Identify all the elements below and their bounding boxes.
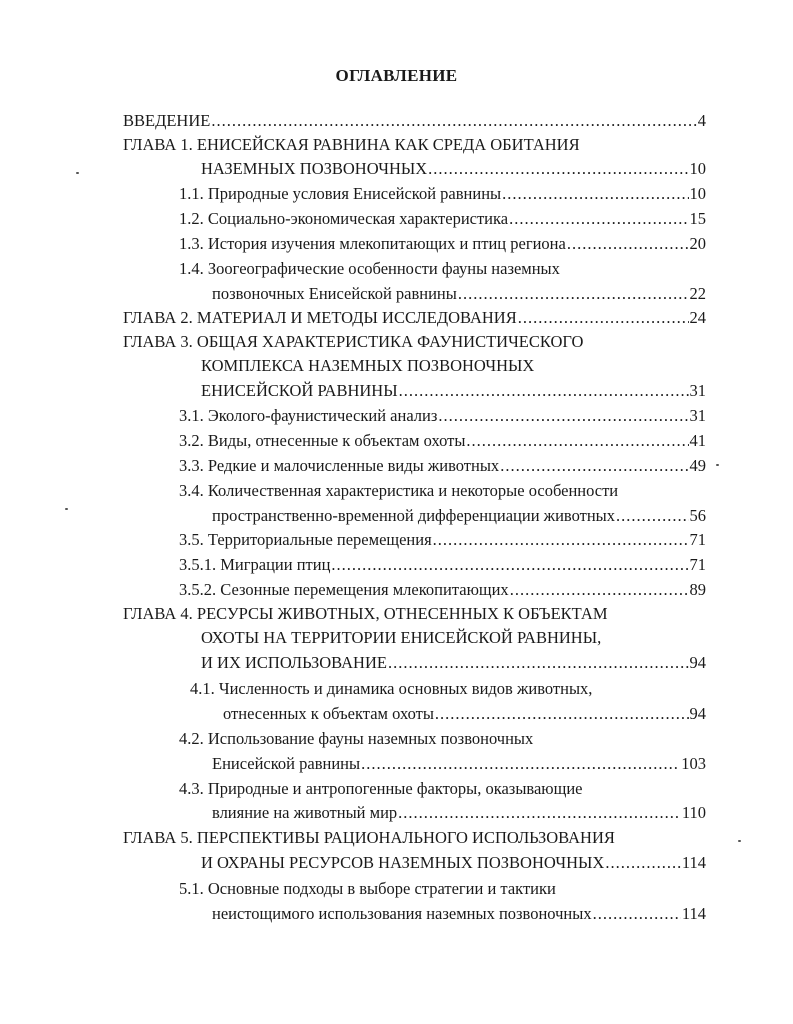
toc-entry-text: 3.2. Виды, отнесенные к объектам охоты — [179, 431, 466, 450]
toc-entry-4-3[interactable]: 4.3. Природные и антропогенные факторы, оказывающие — [179, 779, 583, 798]
toc-entry-text: 3.3. Редкие и малочисленные виды животных — [179, 456, 500, 475]
toc-entry-text: влияние на животный мир — [212, 803, 398, 822]
page-title: ОГЛАВЛЕНИЕ — [335, 66, 458, 85]
toc-page-number: 71 — [689, 555, 706, 574]
toc-entry-3-1[interactable] — [179, 406, 706, 426]
leader-dots — [458, 284, 689, 304]
toc-page-number: 31 — [689, 406, 706, 425]
toc-entry-text: 1.3. История изучения млекопитающих и птиц региона — [179, 234, 566, 253]
toc-entry-text: НАЗЕМНЫХ ПОЗВОНОЧНЫХ — [201, 159, 428, 178]
toc-page-number: 114 — [681, 853, 706, 872]
toc-entry-chapter-4-cont-1[interactable]: ОХОТЫ НА ТЕРРИТОРИИ ЕНИСЕЙСКОЙ РАВНИНЫ, — [201, 628, 602, 647]
toc-entry-text: отнесенных к объектам охоты — [223, 704, 434, 723]
toc-entry-chapter-3-cont-1[interactable]: КОМПЛЕКСА НАЗЕМНЫХ ПОЗВОНОЧНЫХ — [201, 356, 535, 375]
toc-entry-text: позвоночных Енисейской равнины — [212, 284, 457, 303]
toc-entry-4-1[interactable]: 4.1. Численность и динамика основных видов животных, — [190, 679, 593, 698]
toc-entry-chapter-2[interactable] — [123, 308, 706, 328]
toc-entry-text: неистощимого использования наземных позвоночных — [212, 904, 592, 923]
toc-entry-text: 3.1. Эколого-фаунистический анализ — [179, 406, 438, 425]
toc-entry-text: ВВЕДЕНИЕ — [123, 111, 211, 130]
toc-entry-text: ГЛАВА 2. МАТЕРИАЛ И МЕТОДЫ ИССЛЕДОВАНИЯ — [123, 308, 517, 327]
toc-entry-text: 1.2. Социально-экономическая характеристика — [179, 209, 509, 228]
toc-entry-4-1-cont[interactable] — [223, 704, 706, 724]
toc-entry-text: пространственно-временной дифференциации животных — [212, 506, 615, 525]
toc-entry-3-5-2[interactable] — [179, 580, 706, 600]
toc-page-number: 49 — [689, 456, 706, 475]
toc-entry-4-2-cont[interactable] — [212, 754, 706, 774]
toc-page-number: 22 — [689, 284, 706, 303]
toc-page-number: 94 — [689, 653, 706, 672]
toc-entry-3-2[interactable] — [179, 431, 706, 451]
toc-entry-text: 3.5.2. Сезонные перемещения млекопитающих — [179, 580, 509, 599]
toc-page-number: 56 — [689, 506, 706, 525]
scan-speck — [65, 508, 68, 510]
toc-entry-chapter-1[interactable]: ГЛАВА 1. ЕНИСЕЙСКАЯ РАВНИНА КАК СРЕДА ОБИТАНИЯ — [123, 135, 580, 154]
toc-entry-chapter-4-cont-2[interactable] — [201, 653, 706, 673]
toc-entry-text: 1.1. Природные условия Енисейской равнины — [179, 184, 502, 203]
leader-dots — [433, 530, 689, 550]
toc-entry-4-3-cont[interactable] — [212, 803, 706, 823]
toc-page-number: 24 — [689, 308, 706, 327]
toc-entry-3-4[interactable]: 3.4. Количественная характеристика и некоторые особенности — [179, 481, 619, 500]
toc-entry-text: Енисейской равнины — [212, 754, 361, 773]
toc-entry-text: 3.5.1. Миграции птиц — [179, 555, 331, 574]
toc-entry-3-4-cont[interactable] — [212, 506, 706, 526]
leader-dots — [510, 580, 689, 600]
scan-speck — [738, 840, 741, 842]
toc-page-number: 15 — [689, 209, 706, 228]
toc-entry-chapter-5-cont[interactable] — [201, 853, 706, 873]
toc-entry-5-1-cont[interactable] — [212, 904, 706, 924]
toc-page-number: 31 — [689, 381, 706, 400]
leader-dots — [438, 406, 688, 426]
leader-dots — [593, 904, 681, 924]
leader-dots — [518, 308, 689, 328]
toc-page-number: 4 — [697, 111, 706, 130]
leader-dots — [502, 184, 688, 204]
toc-page-number: 89 — [689, 580, 706, 599]
toc-entry-3-3[interactable] — [179, 456, 706, 476]
leader-dots — [388, 653, 689, 673]
leader-dots — [361, 754, 680, 774]
toc-page-number: 71 — [689, 530, 706, 549]
toc-entry-text: И ИХ ИСПОЛЬЗОВАНИЕ — [201, 653, 387, 672]
toc-entry-chapter-5[interactable]: ГЛАВА 5. ПЕРСПЕКТИВЫ РАЦИОНАЛЬНОГО ИСПОЛЬЗОВАНИЯ — [123, 828, 615, 847]
leader-dots — [428, 159, 688, 179]
leader-dots — [567, 234, 689, 254]
toc-page-number: 41 — [689, 431, 706, 450]
toc-page-number: 20 — [689, 234, 706, 253]
toc-entry-3-5[interactable] — [179, 530, 706, 550]
leader-dots — [398, 803, 681, 823]
toc-entry-text: И ОХРАНЫ РЕСУРСОВ НАЗЕМНЫХ ПОЗВОНОЧНЫХ — [201, 853, 605, 872]
toc-entry-4-2[interactable]: 4.2. Использование фауны наземных позвоночных — [179, 729, 534, 748]
toc-entry-introduction[interactable] — [123, 111, 706, 131]
toc-page-number: 103 — [681, 754, 706, 773]
toc-page-number: 110 — [681, 803, 706, 822]
toc-entry-chapter-3[interactable]: ГЛАВА 3. ОБЩАЯ ХАРАКТЕРИСТИКА ФАУНИСТИЧЕСКОГО — [123, 332, 584, 351]
scan-speck — [716, 464, 719, 466]
toc-entry-1-4-cont[interactable] — [212, 284, 706, 304]
leader-dots — [509, 209, 688, 229]
toc-entry-1-2[interactable] — [179, 209, 706, 229]
toc-entry-chapter-1-cont[interactable] — [201, 159, 706, 179]
toc-entry-1-4[interactable]: 1.4. Зоогеографические особенности фауны наземных — [179, 259, 560, 278]
leader-dots — [466, 431, 688, 451]
toc-page-number: 10 — [689, 159, 706, 178]
toc-entry-1-1[interactable] — [179, 184, 706, 204]
leader-dots — [331, 555, 688, 575]
scan-speck — [76, 172, 79, 174]
leader-dots — [605, 853, 681, 873]
leader-dots — [500, 456, 688, 476]
toc-entry-text: 3.5. Территориальные перемещения — [179, 530, 432, 549]
toc-page-number: 10 — [689, 184, 706, 203]
toc-entry-5-1[interactable]: 5.1. Основные подходы в выборе стратегии и тактики — [179, 879, 556, 898]
toc-entry-text: ЕНИСЕЙСКОЙ РАВНИНЫ — [201, 381, 398, 400]
toc-page-number: 114 — [681, 904, 706, 923]
toc-page-number: 94 — [689, 704, 706, 723]
toc-entry-1-3[interactable] — [179, 234, 706, 254]
leader-dots — [211, 111, 696, 131]
toc-entry-3-5-1[interactable] — [179, 555, 706, 575]
leader-dots — [399, 381, 689, 401]
toc-entry-chapter-4[interactable]: ГЛАВА 4. РЕСУРСЫ ЖИВОТНЫХ, ОТНЕСЕННЫХ К ОБЪЕКТАМ — [123, 604, 608, 623]
leader-dots — [435, 704, 689, 724]
leader-dots — [616, 506, 689, 526]
toc-entry-chapter-3-cont-2[interactable] — [201, 381, 706, 401]
